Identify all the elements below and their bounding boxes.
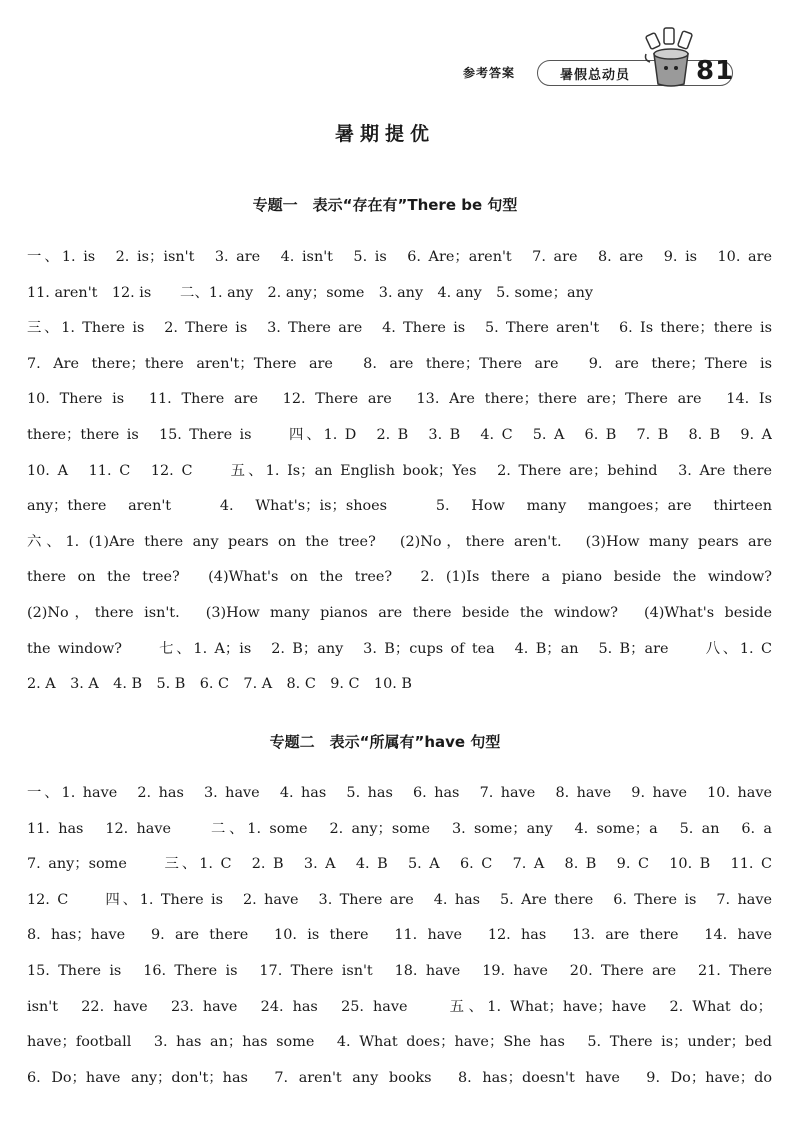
answer-line: 2. A 3. A 4. B 5. B 6. C 7. A 8. C 9. C 10. B	[27, 676, 412, 693]
answer-line: have；football 3. has an；has some 4. What does；have；She has 5. There is；under；bed	[27, 1034, 772, 1051]
answer-line: 15. There is 16. There is 17. There isn't 18. have 19. have 20. There are 21. There	[27, 962, 772, 979]
section-title-2: 专题二 表示“所属有”have 句型	[269, 733, 501, 751]
answer-line: the window? 七、1. A；is 2. B；any 3. B；cups of tea 4. B；an 5. B；are 八、1. C	[27, 640, 772, 657]
answer-line: 10. A 11. C 12. C 五、1. Is；an English book；Yes 2. There are；behind 3. Are there	[27, 462, 772, 479]
answer-line: 11. has 12. have 二、1. some 2. any；some 3. some；any 4. some；a 5. an 6. a	[27, 820, 772, 837]
page-title: 暑期提优	[334, 123, 435, 145]
answer-line: 一、1. have 2. has 3. have 4. has 5. has 6. has 7. have 8. have 9. have 10. have	[27, 785, 772, 801]
answer-line: there on the tree? (4)What's on the tree? 2. (1)Is there a piano beside the window?	[27, 569, 772, 586]
answer-line: 三、1. There is 2. There is 3. There are 4. There is 5. There aren't 6. Is there；there is	[27, 320, 772, 337]
answer-line: 7. Are there；there aren't；There are 8. are there；There are 9. are there；There is	[27, 355, 772, 372]
section-title-1: 专题一 表示“存在有”There be 句型	[252, 196, 518, 214]
section-1-answers	[27, 240, 772, 703]
answer-line: 12. C 四、1. There is 2. have 3. There are 4. has 5. Are there 6. There is 7. have	[27, 891, 772, 908]
answer-line: any；there aren't 4. What's；is；shoes 5. How many mangoes；are thirteen	[27, 498, 772, 515]
page-number: 81	[696, 56, 735, 86]
answer-line: 11. aren't 12. is 二、1. any 2. any；some 3. any 4. any 5. some；any	[27, 284, 594, 301]
answer-line: 6. Do；have any；don't；has 7. aren't any books 8. has；doesn't have 9. Do；have；do	[27, 1069, 772, 1086]
answer-line: 10. There is 11. There are 12. There are 13. Are there；there are；There are 14. Is	[27, 391, 772, 408]
answer-key-label: 参考答案	[463, 66, 516, 80]
answer-line: isn't 22. have 23. have 24. has 25. have 五、1. What；have；have 2. What do；	[27, 998, 772, 1015]
section-2-answers	[27, 776, 772, 1096]
book-title: 暑假总动员	[560, 68, 631, 83]
answer-line: 8. has；have 9. are there 10. is there 11. have 12. has 13. are there 14. have	[27, 927, 772, 944]
dice-cup-mascot-icon	[640, 24, 702, 88]
answer-line: 六、1. (1)Are there any pears on the tree? (2)No，there aren't. (3)How many pears are	[27, 533, 772, 550]
page-header	[0, 58, 800, 92]
answer-line: (2)No，there isn't. (3)How many pianos are there beside the window? (4)What's beside	[27, 604, 772, 621]
answer-line: 7. any；some 三、1. C 2. B 3. A 4. B 5. A 6. C 7. A 8. B 9. C 10. B 11. C	[27, 856, 772, 873]
answer-line: there；there is 15. There is 四、1. D 2. B 3. B 4. C 5. A 6. B 7. B 8. B 9. A	[27, 426, 772, 443]
answer-line: 一、1. is 2. is；isn't 3. are 4. isn't 5. is 6. Are；aren't 7. are 8. are 9. is 10. are	[27, 249, 772, 265]
